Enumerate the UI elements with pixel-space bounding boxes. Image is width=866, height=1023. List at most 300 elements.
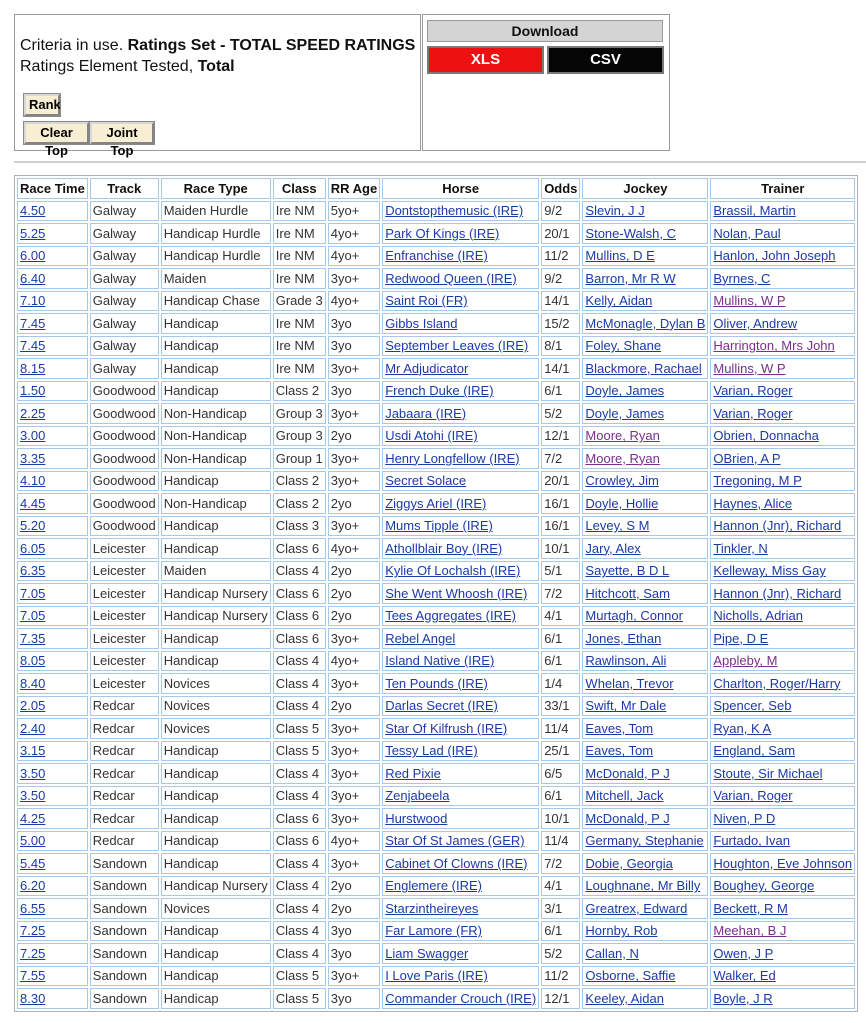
trainer-link[interactable]: Byrnes, C <box>713 270 771 286</box>
race-time-link[interactable]: 2.05 <box>20 698 46 714</box>
horse-link[interactable]: Athollblair Boy (IRE) <box>385 540 503 556</box>
jockey-cell <box>582 471 708 492</box>
odds-cell: 8/1 <box>541 336 580 357</box>
race-time-link[interactable]: 4.50 <box>20 203 46 219</box>
race-time-link[interactable]: 7.55 <box>20 968 46 984</box>
race-time-cell <box>17 358 88 379</box>
race-time-link[interactable]: 4.10 <box>20 473 46 489</box>
class-cell: Ire NM <box>273 313 326 334</box>
horse-cell <box>382 426 539 447</box>
race-time-cell <box>17 313 88 334</box>
odds-cell: 5/2 <box>541 943 580 964</box>
trainer-cell <box>710 718 855 739</box>
jockey-link[interactable]: Foley, Shane <box>585 338 662 354</box>
table-row <box>17 313 855 334</box>
trainer-link[interactable]: Mullins, W P <box>713 360 786 376</box>
horse-link[interactable]: Englemere (IRE) <box>385 878 482 894</box>
horse-link[interactable]: Dontstopthemusic (IRE) <box>385 203 524 219</box>
jockey-link[interactable]: Swift, Mr Dale <box>585 698 667 714</box>
horse-link[interactable]: Jabaara (IRE) <box>385 405 467 421</box>
trainer-link[interactable]: Boughey, George <box>713 878 815 894</box>
race-type-cell: Non-Handicap <box>161 493 271 514</box>
race-time-cell <box>17 673 88 694</box>
rr-age-cell: 2yo <box>328 561 380 582</box>
jockey-link[interactable]: Murtagh, Connor <box>585 608 683 624</box>
jockey-link[interactable]: Levey, S M <box>585 518 650 534</box>
trainer-link[interactable]: OBrien, A P <box>713 450 781 466</box>
table-row <box>17 808 855 829</box>
race-time-cell <box>17 853 88 874</box>
rr-age-cell: 3yo+ <box>328 786 380 807</box>
header-row <box>17 178 855 199</box>
trainer-link[interactable]: Varian, Roger <box>713 788 793 804</box>
trainer-link[interactable]: Meehan, B J <box>713 923 787 939</box>
jockey-link[interactable]: Whelan, Trevor <box>585 675 674 691</box>
odds-cell: 25/1 <box>541 741 580 762</box>
horse-cell <box>382 201 539 222</box>
jockey-link[interactable]: Eaves, Tom <box>585 720 654 736</box>
horse-link[interactable]: Tessy Lad (IRE) <box>385 743 478 759</box>
horse-cell <box>382 246 539 267</box>
criteria-line2-prefix: Ratings Element Tested, <box>20 58 194 75</box>
odds-cell: 10/1 <box>541 538 580 559</box>
horse-cell <box>382 651 539 672</box>
race-time-link[interactable]: 3.15 <box>20 743 46 759</box>
race-time-link[interactable]: 3.35 <box>20 450 46 466</box>
horse-cell <box>382 291 539 312</box>
jockey-link[interactable]: Hitchcott, Sam <box>585 585 670 601</box>
track-cell: Redcar <box>90 718 159 739</box>
track-cell: Galway <box>90 313 159 334</box>
class-cell: Ire NM <box>273 336 326 357</box>
race-time-link[interactable]: 8.05 <box>20 653 46 669</box>
race-time-link[interactable]: 6.35 <box>20 563 46 579</box>
trainer-link[interactable]: Hanlon, John Joseph <box>713 248 836 264</box>
table-row <box>17 516 855 537</box>
trainer-link[interactable]: Kelleway, Miss Gay <box>713 563 826 579</box>
table-row <box>17 921 855 942</box>
trainer-link[interactable]: England, Sam <box>713 743 796 759</box>
table-row <box>17 358 855 379</box>
trainer-cell <box>710 741 855 762</box>
race-time-link[interactable]: 6.55 <box>20 900 46 916</box>
rr-age-cell: 4yo+ <box>328 291 380 312</box>
jockey-link[interactable]: Doyle, James <box>585 383 665 399</box>
criteria-line1-prefix: Criteria in use. <box>20 37 124 54</box>
trainer-cell <box>710 538 855 559</box>
horse-link[interactable]: Far Lamore (FR) <box>385 923 482 939</box>
horse-link[interactable]: Ten Pounds (IRE) <box>385 675 488 691</box>
jockey-link[interactable]: Osborne, Saffie <box>585 968 676 984</box>
jockey-link[interactable]: McDonald, P J <box>585 810 670 826</box>
race-time-cell <box>17 426 88 447</box>
rr-age-cell: 4yo+ <box>328 223 380 244</box>
table-row <box>17 426 855 447</box>
race-time-link[interactable]: 6.00 <box>20 248 46 264</box>
track-cell: Goodwood <box>90 426 159 447</box>
track-cell: Redcar <box>90 808 159 829</box>
race-type-cell: Handicap <box>161 471 271 492</box>
jockey-link[interactable]: McDonald, P J <box>585 765 670 781</box>
horse-cell <box>382 696 539 717</box>
horse-cell <box>382 516 539 537</box>
jockey-link[interactable]: Barron, Mr R W <box>585 270 676 286</box>
trainer-link[interactable]: Owen, J P <box>713 945 774 961</box>
jockey-link[interactable]: Eaves, Tom <box>585 743 654 759</box>
horse-link[interactable]: Saint Roi (FR) <box>385 293 468 309</box>
track-cell: Galway <box>90 291 159 312</box>
class-cell: Class 2 <box>273 493 326 514</box>
horse-link[interactable]: Darlas Secret (IRE) <box>385 698 498 714</box>
jockey-link[interactable]: Kelly, Aidan <box>585 293 653 309</box>
jockey-link[interactable]: Greatrex, Edward <box>585 900 688 916</box>
class-cell: Class 5 <box>273 718 326 739</box>
horse-link[interactable]: Liam Swagger <box>385 945 469 961</box>
race-type-cell: Handicap <box>161 516 271 537</box>
race-time-link[interactable]: 6.40 <box>20 270 46 286</box>
odds-cell: 16/1 <box>541 516 580 537</box>
odds-cell: 10/1 <box>541 808 580 829</box>
jockey-link[interactable]: Sayette, B D L <box>585 563 670 579</box>
odds-cell: 20/1 <box>541 223 580 244</box>
race-time-link[interactable]: 7.45 <box>20 338 46 354</box>
race-time-cell <box>17 898 88 919</box>
horse-link[interactable]: Red Pixie <box>385 765 441 781</box>
horse-link[interactable]: Hurstwood <box>385 810 448 826</box>
jockey-link[interactable]: Germany, Stephanie <box>585 833 704 849</box>
table-row <box>17 696 855 717</box>
horse-link[interactable]: Star Of St James (GER) <box>385 833 525 849</box>
results-table-container <box>14 175 866 1012</box>
track-cell: Goodwood <box>90 381 159 402</box>
jockey-link[interactable]: Mullins, D E <box>585 248 655 264</box>
jockey-link[interactable]: Keeley, Aidan <box>585 990 664 1006</box>
race-time-cell <box>17 966 88 987</box>
horse-link[interactable]: Kylie Of Lochalsh (IRE) <box>385 563 521 579</box>
jockey-cell <box>582 921 708 942</box>
race-time-cell <box>17 201 88 222</box>
jockey-link[interactable]: Moore, Ryan <box>585 428 660 444</box>
rr-age-cell: 3yo+ <box>328 853 380 874</box>
race-type-cell: Novices <box>161 673 271 694</box>
horse-link[interactable]: Commander Crouch (IRE) <box>385 990 537 1006</box>
horse-cell <box>382 831 539 852</box>
rr-age-cell: 4yo+ <box>328 651 380 672</box>
race-time-link[interactable]: 6.20 <box>20 878 46 894</box>
trainer-link[interactable]: Hannon (Jnr), Richard <box>713 585 842 601</box>
horse-link[interactable]: Usdi Atohi (IRE) <box>385 428 478 444</box>
ratings-set-label: Ratings Set - TOTAL SPEED RATINGS <box>127 37 416 54</box>
horse-link[interactable]: Star Of Kilfrush (IRE) <box>385 720 508 736</box>
jockey-link[interactable]: Slevin, J J <box>585 203 645 219</box>
horse-link[interactable]: Ziggys Ariel (IRE) <box>385 495 487 511</box>
odds-cell: 33/1 <box>541 696 580 717</box>
table-row <box>17 471 855 492</box>
rr-age-cell: 3yo+ <box>328 403 380 424</box>
horse-cell <box>382 268 539 289</box>
trainer-cell <box>710 516 855 537</box>
race-time-cell <box>17 583 88 604</box>
jockey-link[interactable]: Doyle, Hollie <box>585 495 659 511</box>
race-time-cell <box>17 606 88 627</box>
horse-link[interactable]: Gibbs Island <box>385 315 458 331</box>
jockey-cell <box>582 628 708 649</box>
trainer-link[interactable]: Walker, Ed <box>713 968 776 984</box>
race-type-cell: Handicap <box>161 808 271 829</box>
race-type-cell: Handicap Nursery <box>161 606 271 627</box>
race-time-link[interactable]: 3.50 <box>20 765 46 781</box>
jockey-cell <box>582 718 708 739</box>
race-time-link[interactable]: 8.40 <box>20 675 46 691</box>
jockey-cell <box>582 358 708 379</box>
trainer-link[interactable]: Houghton, Eve Johnson <box>713 855 853 871</box>
race-time-link[interactable]: 7.10 <box>20 293 46 309</box>
horse-cell <box>382 561 539 582</box>
horse-link[interactable]: Rebel Angel <box>385 630 456 646</box>
race-time-link[interactable]: 7.05 <box>20 585 46 601</box>
horse-link[interactable]: Henry Longfellow (IRE) <box>385 450 520 466</box>
horse-link[interactable]: Mr Adjudicator <box>385 360 469 376</box>
class-cell: Class 4 <box>273 651 326 672</box>
odds-cell: 12/1 <box>541 988 580 1009</box>
clear-top-button[interactable]: Clear Top <box>24 122 89 144</box>
odds-cell: 4/1 <box>541 876 580 897</box>
jockey-link[interactable]: Loughnane, Mr Billy <box>585 878 701 894</box>
horse-link[interactable]: French Duke (IRE) <box>385 383 494 399</box>
race-time-link[interactable]: 5.20 <box>20 518 46 534</box>
jockey-link[interactable]: Hornby, Rob <box>585 923 658 939</box>
trainer-cell <box>710 291 855 312</box>
jockey-link[interactable]: Callan, N <box>585 945 639 961</box>
horse-cell <box>382 628 539 649</box>
race-time-link[interactable]: 5.45 <box>20 855 46 871</box>
trainer-link[interactable]: Charlton, Roger/Harry <box>713 675 841 691</box>
trainer-link[interactable]: Furtado, Ivan <box>713 833 790 849</box>
race-type-cell: Handicap <box>161 651 271 672</box>
odds-cell: 6/1 <box>541 651 580 672</box>
track-cell: Sandown <box>90 943 159 964</box>
trainer-link[interactable]: Tregoning, M P <box>713 473 802 489</box>
horse-cell <box>382 763 539 784</box>
jockey-cell <box>582 606 708 627</box>
trainer-link[interactable]: Boyle, J R <box>713 990 773 1006</box>
jockey-link[interactable]: Jones, Ethan <box>585 630 662 646</box>
odds-cell: 15/2 <box>541 313 580 334</box>
trainer-link[interactable]: Pipe, D E <box>713 630 769 646</box>
horse-link[interactable]: Island Native (IRE) <box>385 653 495 669</box>
race-time-link[interactable]: 1.50 <box>20 383 46 399</box>
race-time-link[interactable]: 2.40 <box>20 720 46 736</box>
jockey-link[interactable]: Rawlinson, Ali <box>585 653 667 669</box>
class-cell: Class 4 <box>273 696 326 717</box>
horse-link[interactable]: Park Of Kings (IRE) <box>385 225 500 241</box>
rr-age-cell: 3yo+ <box>328 358 380 379</box>
jockey-cell <box>582 988 708 1009</box>
table-row <box>17 651 855 672</box>
trainer-cell <box>710 606 855 627</box>
horse-link[interactable]: She Went Whoosh (IRE) <box>385 585 528 601</box>
race-time-link[interactable]: 5.00 <box>20 833 46 849</box>
race-time-cell <box>17 493 88 514</box>
jockey-cell <box>582 831 708 852</box>
race-type-cell: Handicap <box>161 336 271 357</box>
rank-button[interactable]: Rank <box>24 94 60 116</box>
race-time-link[interactable]: 8.15 <box>20 360 46 376</box>
race-time-link[interactable]: 2.25 <box>20 405 46 421</box>
joint-top-button[interactable]: Joint Top <box>90 122 154 144</box>
jockey-link[interactable]: Doyle, James <box>585 405 665 421</box>
trainer-link[interactable]: Haynes, Alice <box>713 495 793 511</box>
jockey-link[interactable]: Moore, Ryan <box>585 450 660 466</box>
trainer-link[interactable]: Brassil, Martin <box>713 203 796 219</box>
jockey-link[interactable]: Stone-Walsh, C <box>585 225 676 241</box>
horse-cell <box>382 381 539 402</box>
trainer-link[interactable]: Nicholls, Adrian <box>713 608 803 624</box>
race-type-cell: Novices <box>161 718 271 739</box>
odds-cell: 16/1 <box>541 493 580 514</box>
race-time-cell <box>17 246 88 267</box>
class-cell: Class 4 <box>273 898 326 919</box>
trainer-link[interactable]: Tinkler, N <box>713 540 768 556</box>
table-row <box>17 628 855 649</box>
jockey-link[interactable]: Crowley, Jim <box>585 473 659 489</box>
trainer-cell <box>710 988 855 1009</box>
race-time-link[interactable]: 5.25 <box>20 225 46 241</box>
horse-link[interactable]: Redwood Queen (IRE) <box>385 270 517 286</box>
col-header-race-type[interactable]: Race Type <box>161 178 271 199</box>
race-time-link[interactable]: 4.45 <box>20 495 46 511</box>
track-cell: Sandown <box>90 876 159 897</box>
col-header-horse[interactable]: Horse <box>382 178 539 199</box>
track-cell: Goodwood <box>90 516 159 537</box>
track-cell: Redcar <box>90 741 159 762</box>
race-time-link[interactable]: 7.05 <box>20 608 46 624</box>
race-time-link[interactable]: 3.50 <box>20 788 46 804</box>
horse-link[interactable]: Cabinet Of Clowns (IRE) <box>385 855 528 871</box>
jockey-link[interactable]: Dobie, Georgia <box>585 855 673 871</box>
trainer-link[interactable]: Appleby, M <box>713 653 778 669</box>
horse-link[interactable]: I Love Paris (IRE) <box>385 968 488 984</box>
trainer-link[interactable]: Harrington, Mrs John <box>713 338 835 354</box>
jockey-cell <box>582 201 708 222</box>
horse-link[interactable]: Zenjabeela <box>385 788 450 804</box>
trainer-link[interactable]: Mullins, W P <box>713 293 786 309</box>
col-header-jockey[interactable]: Jockey <box>582 178 708 199</box>
race-time-link[interactable]: 7.25 <box>20 923 46 939</box>
jockey-cell <box>582 696 708 717</box>
col-header-trainer[interactable]: Trainer <box>710 178 855 199</box>
trainer-cell <box>710 853 855 874</box>
horse-cell <box>382 898 539 919</box>
horse-link[interactable]: Mums Tipple (IRE) <box>385 518 493 534</box>
class-cell: Class 5 <box>273 741 326 762</box>
class-cell: Class 4 <box>273 786 326 807</box>
trainer-cell <box>710 471 855 492</box>
trainer-link[interactable]: Beckett, R M <box>713 900 788 916</box>
trainer-link[interactable]: Spencer, Seb <box>713 698 792 714</box>
race-time-link[interactable]: 8.30 <box>20 990 46 1006</box>
table-row <box>17 763 855 784</box>
trainer-cell <box>710 336 855 357</box>
trainer-link[interactable]: Nolan, Paul <box>713 225 781 241</box>
race-time-cell <box>17 763 88 784</box>
col-header-rr-age[interactable]: RR Age <box>328 178 380 199</box>
race-time-link[interactable]: 7.35 <box>20 630 46 646</box>
trainer-link[interactable]: Niven, P D <box>713 810 776 826</box>
table-row <box>17 493 855 514</box>
trainer-cell <box>710 921 855 942</box>
horse-link[interactable]: Tees Aggregates (IRE) <box>385 608 516 624</box>
table-row <box>17 898 855 919</box>
rr-age-cell: 3yo <box>328 943 380 964</box>
track-cell: Goodwood <box>90 493 159 514</box>
trainer-cell <box>710 696 855 717</box>
race-time-cell <box>17 651 88 672</box>
jockey-cell <box>582 763 708 784</box>
horse-cell <box>382 673 539 694</box>
trainer-link[interactable]: Stoute, Sir Michael <box>713 765 823 781</box>
col-header-track[interactable]: Track <box>90 178 159 199</box>
race-time-link[interactable]: 7.25 <box>20 945 46 961</box>
jockey-cell <box>582 853 708 874</box>
odds-cell: 14/1 <box>541 291 580 312</box>
horse-cell <box>382 358 539 379</box>
horse-link[interactable]: Enfranchise (IRE) <box>385 248 488 264</box>
jockey-link[interactable]: Mitchell, Jack <box>585 788 664 804</box>
table-row <box>17 268 855 289</box>
trainer-link[interactable]: Varian, Roger <box>713 383 793 399</box>
trainer-link[interactable]: Hannon (Jnr), Richard <box>713 518 842 534</box>
horse-cell <box>382 313 539 334</box>
jockey-cell <box>582 246 708 267</box>
track-cell: Redcar <box>90 786 159 807</box>
jockey-cell <box>582 313 708 334</box>
horse-cell <box>382 786 539 807</box>
trainer-link[interactable]: Oliver, Andrew <box>713 315 798 331</box>
trainer-cell <box>710 358 855 379</box>
col-header-odds[interactable]: Odds <box>541 178 580 199</box>
trainer-cell <box>710 561 855 582</box>
horse-link[interactable]: Starzintheireyes <box>385 900 479 916</box>
rr-age-cell: 2yo <box>328 898 380 919</box>
jockey-link[interactable]: Blackmore, Rachael <box>585 360 702 376</box>
race-time-link[interactable]: 7.45 <box>20 315 46 331</box>
jockey-link[interactable]: Jary, Alex <box>585 540 641 556</box>
csv-download-button[interactable]: CSV <box>547 46 664 74</box>
table-row <box>17 831 855 852</box>
horse-link[interactable]: Secret Solace <box>385 473 467 489</box>
class-cell: Class 4 <box>273 853 326 874</box>
top-panel <box>0 0 866 162</box>
race-time-link[interactable]: 3.00 <box>20 428 46 444</box>
race-time-link[interactable]: 4.25 <box>20 810 46 826</box>
race-time-link[interactable]: 6.05 <box>20 540 46 556</box>
trainer-link[interactable]: Obrien, Donnacha <box>713 428 819 444</box>
xls-download-button[interactable]: XLS <box>427 46 544 74</box>
trainer-link[interactable]: Varian, Roger <box>713 405 793 421</box>
race-type-cell: Novices <box>161 898 271 919</box>
trainer-link[interactable]: Ryan, K A <box>713 720 772 736</box>
horse-cell <box>382 471 539 492</box>
col-header-race-time[interactable]: Race Time <box>17 178 88 199</box>
race-time-cell <box>17 471 88 492</box>
horse-cell <box>382 966 539 987</box>
col-header-class[interactable]: Class <box>273 178 326 199</box>
table-row <box>17 381 855 402</box>
race-time-cell <box>17 538 88 559</box>
jockey-link[interactable]: McMonagle, Dylan B <box>585 315 706 331</box>
horse-link[interactable]: September Leaves (IRE) <box>385 338 529 354</box>
